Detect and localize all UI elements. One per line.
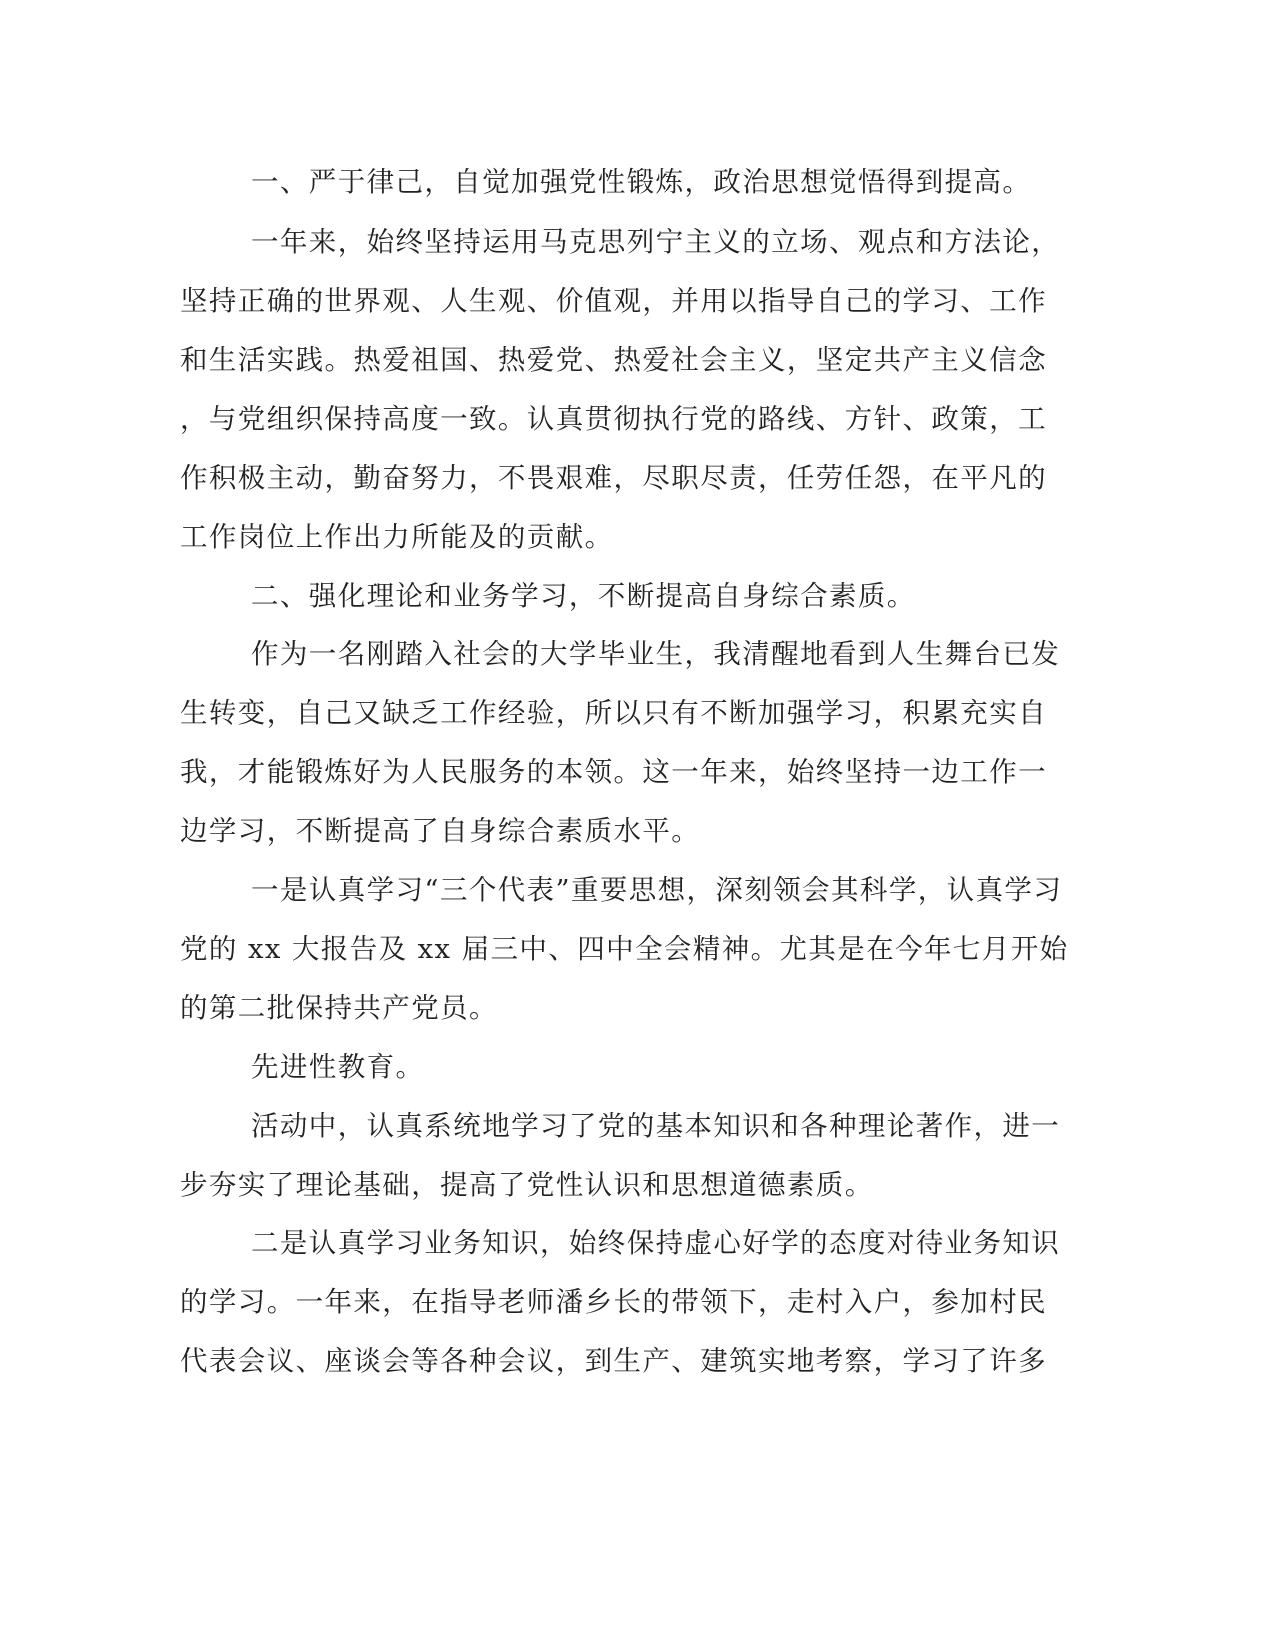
paragraph-line: ，与党组织保持高度一致。认真贯彻执行党的路线、方针、政策，工 bbox=[180, 403, 1047, 435]
section-heading-2: 二、强化理论和业务学习，不断提高自身综合素质。 bbox=[251, 580, 916, 612]
section-heading-1: 一、严于律己，自觉加强党性锻炼，政治思想觉悟得到提高。 bbox=[251, 166, 1032, 198]
paragraph-line: 先进性教育。 bbox=[251, 1051, 425, 1083]
paragraph-line: 活动中，认真系统地学习了党的基本知识和各种理论著作，进一 bbox=[251, 1110, 1061, 1142]
paragraph-line: 边学习，不断提高了自身综合素质水平。 bbox=[180, 815, 701, 847]
paragraph-line: 党的 xx 大报告及 xx 届三中、四中全会精神。尤其是在今年七月开始 bbox=[180, 933, 1069, 965]
paragraph-line: 的第二批保持共产党员。 bbox=[180, 992, 498, 1024]
paragraph-line: 和生活实践。热爱祖国、热爱党、热爱社会主义，坚定共产主义信念 bbox=[180, 344, 1047, 376]
paragraph-line: 的学习。一年来，在指导老师潘乡长的带领下，走村入户，参加村民 bbox=[180, 1286, 1047, 1318]
paragraph-line: 代表会议、座谈会等各种会议，到生产、建筑实地考察，学习了许多 bbox=[180, 1345, 1047, 1377]
paragraph-line: 生转变，自己又缺乏工作经验，所以只有不断加强学习，积累充实自 bbox=[180, 697, 1047, 729]
paragraph-line: 我，才能锻炼好为人民服务的本领。这一年来，始终坚持一边工作一 bbox=[180, 756, 1047, 788]
paragraph-line: 坚持正确的世界观、人生观、价值观，并用以指导自己的学习、工作 bbox=[180, 285, 1047, 317]
paragraph-line: 作为一名刚踏入社会的大学毕业生，我清醒地看到人生舞台已发 bbox=[251, 638, 1061, 670]
paragraph-line: 作积极主动，勤奋努力，不畏艰难，尽职尽责，任劳任怨，在平凡的 bbox=[180, 462, 1047, 494]
paragraph-line: 二是认真学习业务知识，始终保持虚心好学的态度对待业务知识 bbox=[251, 1227, 1061, 1259]
paragraph-line: 步夯实了理论基础，提高了党性认识和思想道德素质。 bbox=[180, 1169, 874, 1201]
paragraph-line: 一年来，始终坚持运用马克思列宁主义的立场、观点和方法论， bbox=[251, 226, 1061, 258]
paragraph-line: 工作岗位上作出力所能及的贡献。 bbox=[180, 521, 614, 553]
paragraph-line: 一是认真学习“三个代表”重要思想，深刻领会其科学，认真学习 bbox=[251, 874, 1063, 906]
